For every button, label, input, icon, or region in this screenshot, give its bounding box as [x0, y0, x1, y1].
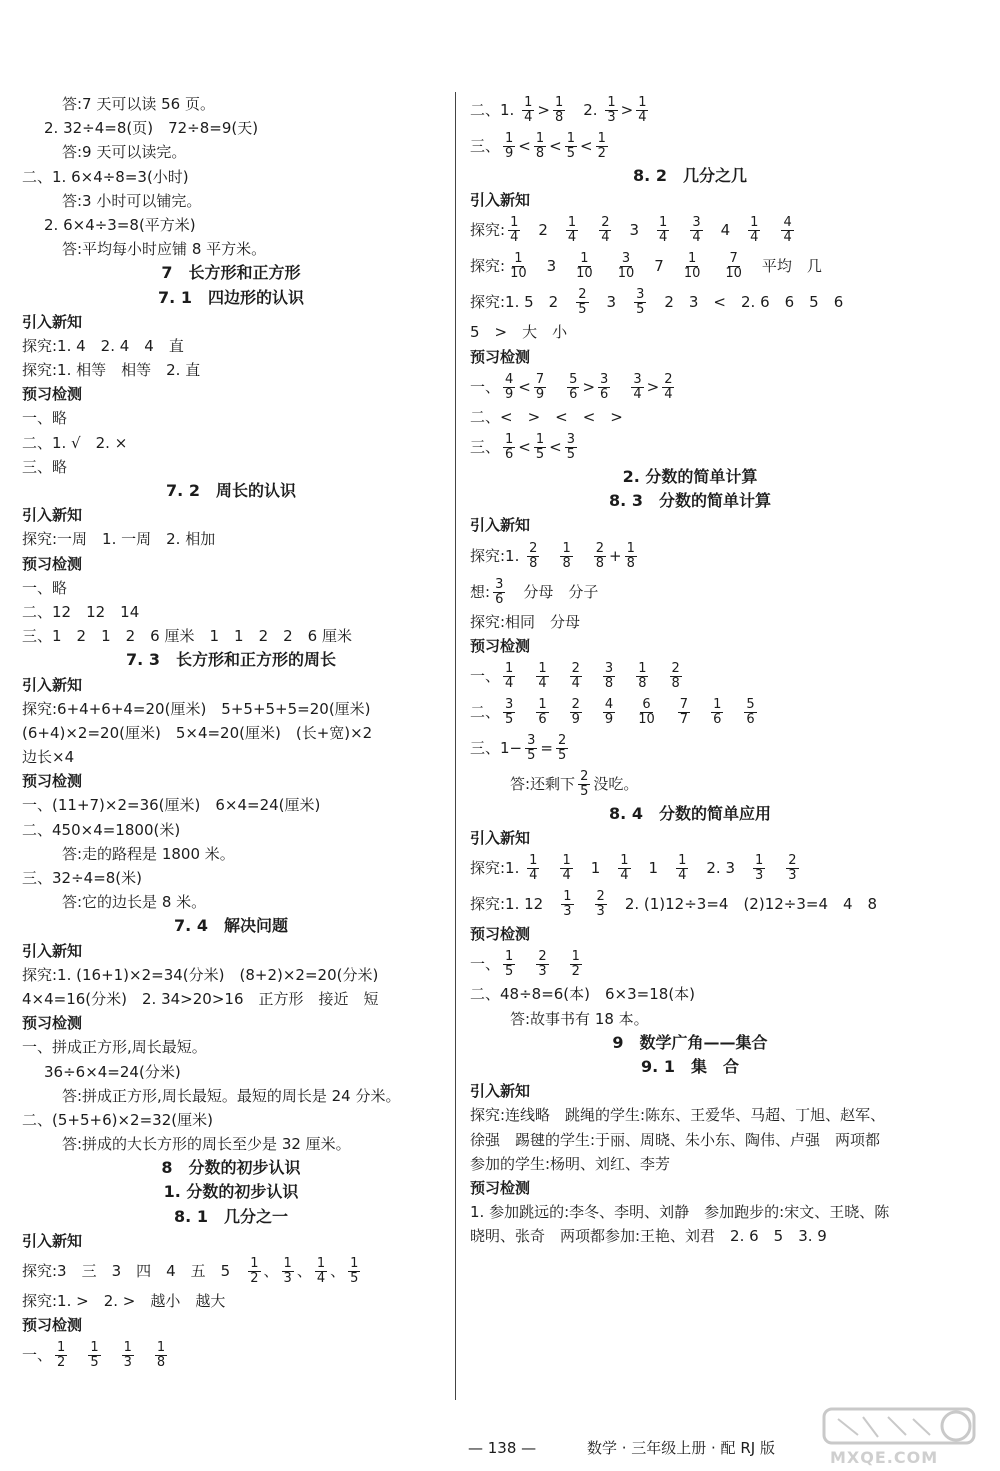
fraction: $\frac{1}{5}$ — [350, 1256, 359, 1286]
fraction: $\frac{1}{10}$ — [576, 251, 593, 282]
subsection-label: 引入新知 — [470, 1082, 531, 1101]
section-title: 7. 1 四边形的认识 — [158, 287, 304, 307]
subsection-label: 预习检测 — [22, 385, 83, 404]
fraction: $\frac{3}{8}$ — [604, 660, 614, 691]
answer-line: 答:拼成的大长方形的周长至少是 32 厘米。 — [62, 1135, 351, 1154]
fraction: $\frac{2}{8}$ — [671, 660, 680, 691]
answer-line: 晓明、张奇 两项都参加:王艳、刘君 2. 6 5 3. 9 — [470, 1227, 827, 1246]
answer-line: 一、略 — [22, 409, 68, 428]
fraction: $\frac{3}{5}$ — [636, 287, 645, 318]
section-title: 8 分数的初步认识 — [161, 1158, 301, 1178]
answer-line: 想: $\frac{3}{6}$ 分母 分子 — [470, 576, 599, 607]
answer-line: 探究:1. 12 $\frac{1}{3}$ $\frac{2}{3}$ 2. (1)12÷3=4 (2)12÷3=4 4 8 — [470, 889, 878, 920]
fraction: $\frac{1}{4}$ — [567, 215, 577, 246]
fraction: $\frac{3}{6}$ — [600, 371, 609, 402]
subsection-label: 引入新知 — [470, 829, 531, 848]
answer-line: 边长×4 — [22, 748, 75, 767]
fraction: $\frac{1}{8}$ — [156, 1340, 166, 1371]
fraction: $\frac{2}{3}$ — [538, 949, 547, 980]
fraction: $\frac{1}{4}$ — [510, 215, 519, 246]
fraction: $\frac{1}{4}$ — [505, 660, 514, 691]
fraction: $\frac{3}{10}$ — [617, 251, 635, 282]
subsection-label: 引入新知 — [22, 941, 83, 960]
fraction: $\frac{1}{4}$ — [659, 215, 668, 246]
answer-line: 探究:1. > 2. > 越小 越大 — [22, 1292, 226, 1310]
fraction: $\frac{5}{6}$ — [746, 696, 755, 727]
fraction: $\frac{2}{3}$ — [596, 889, 605, 920]
answer-line: 探究:3 三 3 四 4 五 5 $\frac{1}{2}$ 、 $\frac{1}{3}$ 、 $\frac{1}{4}$ 、 $\frac{1}{5}$ — [22, 1256, 359, 1286]
answer-line: 三、略 — [22, 457, 68, 476]
answer-line: 探究:1. (16+1)×2=34(分米) (8+2)×2=20(分米) — [22, 965, 379, 984]
answer-line: 36÷6×4=24(分米) — [44, 1062, 181, 1081]
answer-line: 答:3 小时可以铺完。 — [62, 191, 202, 210]
answer-line: 参加的学生:杨明、刘红、李芳 — [470, 1154, 671, 1173]
fraction: $\frac{1}{5}$ — [90, 1340, 99, 1371]
fraction: $\frac{1}{4}$ — [316, 1256, 326, 1286]
answer-line: 答:它的边长是 8 米。 — [62, 893, 207, 912]
answer-line: 答:9 天可以读完。 — [62, 143, 187, 162]
right-column — [470, 92, 910, 1249]
fraction: $\frac{1}{5}$ — [535, 431, 545, 462]
answer-line: 二、450×4=1800(米) — [22, 820, 181, 839]
fraction: $\frac{1}{3}$ — [563, 889, 572, 920]
fraction: $\frac{2}{9}$ — [571, 696, 580, 727]
fraction: $\frac{1}{4}$ — [538, 660, 547, 691]
fraction: $\frac{1}{3}$ — [123, 1340, 132, 1371]
fraction: $\frac{3}{6}$ — [495, 576, 504, 607]
fraction: $\frac{1}{8}$ — [535, 131, 545, 161]
section-title: 8. 4 分数的简单应用 — [609, 803, 771, 823]
answer-line: 二、1. 6×4÷8=3(小时) — [22, 167, 189, 186]
answer-line: 答:走的路程是 1800 米。 — [62, 844, 235, 863]
fraction: $\frac{1}{2}$ — [57, 1340, 66, 1371]
fraction: $\frac{4}{9}$ — [505, 371, 514, 402]
subsection-label: 引入新知 — [470, 516, 531, 535]
subsection-label: 引入新知 — [22, 1231, 83, 1250]
fraction: $\frac{2}{4}$ — [664, 371, 673, 402]
answer-line: 答:7 天可以读 56 页。 — [62, 95, 215, 113]
fraction: $\frac{1}{6}$ — [713, 696, 722, 727]
answer-line: 一、 $\frac{1}{4}$ $\frac{1}{4}$ $\frac{2}{4}$ $\frac{3}{8}$ $\frac{1}{8}$ $\frac{2}{8}$ — [470, 660, 680, 691]
fraction: $\frac{3}{5}$ — [566, 431, 576, 462]
answer-line: 二、48÷8=6(本) 6×3=18(本) — [470, 985, 696, 1004]
fraction: $\frac{1}{2}$ — [571, 949, 580, 980]
fraction: $\frac{1}{8}$ — [626, 540, 635, 571]
answer-line: 三、 $\frac{1}{9}$ < $\frac{1}{8}$ < $\frac{1}{5}$ < $\frac{1}{2}$ — [470, 131, 606, 161]
subsection-label: 引入新知 — [22, 506, 83, 525]
fraction: $\frac{3}{5}$ — [505, 696, 514, 727]
answer-line: 2. 32÷4=8(页) 72÷8=9(天) — [44, 119, 259, 138]
answer-line: 一、 $\frac{1}{5}$ $\frac{2}{3}$ $\frac{1}{2}$ — [470, 949, 580, 980]
answer-line: 探究: $\frac{1}{4}$ 2 $\frac{1}{4}$ $\frac{2}{4}$ 3 $\frac{1}{4}$ $\frac{3}{4}$ 4 $\frac{1}{4}$ $\frac{4}{4}$ — [470, 215, 792, 246]
section-title: 9. 1 集 合 — [641, 1057, 739, 1076]
fraction: $\frac{1}{4}$ — [529, 853, 538, 884]
fraction: $\frac{1}{8}$ — [554, 95, 564, 125]
answer-line: 探究:1. 相等 相等 2. 直 — [22, 361, 201, 380]
fraction: $\frac{2}{5}$ — [557, 732, 567, 763]
section-title: 7. 2 周长的认识 — [166, 481, 296, 500]
section-title: 8. 3 分数的简单计算 — [609, 491, 771, 511]
fraction: $\frac{2}{5}$ — [578, 287, 587, 318]
subsection-label: 预习检测 — [22, 1316, 83, 1335]
answer-line: 三、32÷4=8(米) — [22, 869, 143, 887]
section-title: 8. 1 几分之一 — [174, 1206, 288, 1226]
section-title: 7. 4 解决问题 — [174, 916, 288, 936]
fraction: $\frac{1}{4}$ — [562, 853, 571, 884]
subsection-label: 预习检测 — [470, 347, 531, 366]
fraction: $\frac{2}{4}$ — [571, 660, 580, 691]
fraction: $\frac{2}{8}$ — [529, 540, 538, 571]
fraction: $\frac{1}{8}$ — [638, 660, 647, 691]
fraction: $\frac{1}{6}$ — [538, 696, 547, 727]
section-title: 7. 3 长方形和正方形的周长 — [126, 650, 336, 670]
section-title: 1. 分数的初步认识 — [163, 1182, 299, 1202]
fraction: $\frac{7}{7}$ — [679, 696, 689, 727]
answer-line: 一、 $\frac{1}{2}$ $\frac{1}{5}$ $\frac{1}{3}$ $\frac{1}{8}$ — [22, 1340, 166, 1371]
answer-line: 三、 $\frac{1}{6}$ < $\frac{1}{5}$ < $\frac{3}{5}$ — [470, 431, 576, 462]
fraction: $\frac{1}{4}$ — [750, 215, 759, 246]
answer-line: 一、略 — [22, 578, 68, 597]
fraction: $\frac{2}{3}$ — [788, 853, 797, 884]
fraction: $\frac{2}{8}$ — [595, 540, 605, 571]
page-number: — 138 — — [468, 1439, 537, 1457]
fraction: $\frac{1}{4}$ — [524, 95, 533, 125]
answer-line: 探究:一周 1. 一周 2. 相加 — [22, 530, 216, 549]
fraction: $\frac{1}{3}$ — [607, 95, 616, 125]
fraction: $\frac{3}{5}$ — [527, 732, 536, 763]
answer-line: 5 > 大 小 — [470, 323, 568, 342]
page-footer — [468, 1437, 775, 1458]
fraction: $\frac{2}{5}$ — [580, 768, 589, 799]
fraction: $\frac{7}{9}$ — [535, 371, 545, 402]
fraction: $\frac{4}{4}$ — [783, 215, 792, 246]
fraction: $\frac{1}{6}$ — [505, 431, 514, 462]
section-title: 7 长方形和正方形 — [161, 263, 301, 283]
answer-line: 探究:1. 5 2 $\frac{2}{5}$ 3 $\frac{3}{5}$ 2 3 < 2. 6 6 5 6 — [470, 287, 844, 318]
answer-line: 一、(11+7)×2=36(厘米) 6×4=24(厘米) — [22, 796, 321, 815]
answer-line: 探究: $\frac{1}{10}$ 3 $\frac{1}{10}$ $\frac{3}{10}$ 7 $\frac{1}{10}$ $\frac{7}{10}$ 平均 几 — [470, 251, 822, 282]
fraction: $\frac{1}{4}$ — [678, 853, 687, 884]
fraction: $\frac{1}{10}$ — [683, 251, 701, 282]
answer-line: 三、1− $\frac{3}{5}$ = $\frac{2}{5}$ — [470, 732, 567, 763]
answer-line: 探究:1. 4 2. 4 4 直 — [22, 336, 184, 355]
answer-line: 1. 参加跳远的:李冬、李明、刘静 参加跑步的:宋文、王晓、陈 — [470, 1203, 890, 1222]
fraction: $\frac{1}{4}$ — [620, 853, 629, 884]
subsection-label: 引入新知 — [22, 675, 83, 694]
column-divider — [455, 92, 456, 1400]
answer-line: 三、1 2 1 2 6 厘米 1 1 2 2 6 厘米 — [22, 627, 352, 646]
answer-line: 二、1. $\frac{1}{4}$ > $\frac{1}{8}$ 2. $\frac{1}{3}$ > $\frac{1}{4}$ — [470, 95, 647, 125]
section-title: 8. 2 几分之几 — [633, 166, 747, 185]
answer-line: 探究:1. $\frac{1}{4}$ $\frac{1}{4}$ 1 $\frac{1}{4}$ 1 $\frac{1}{4}$ 2. 3 $\frac{1}{3}$ $\frac{2}{3}$ — [470, 853, 797, 884]
subsection-label: 预习检测 — [470, 925, 531, 944]
fraction: $\frac{1}{2}$ — [250, 1256, 259, 1286]
fraction: $\frac{4}{9}$ — [604, 696, 614, 727]
watermark-logo — [818, 1405, 988, 1467]
answer-line: 二、1. √ 2. × — [22, 433, 128, 452]
fraction: $\frac{1}{5}$ — [505, 949, 514, 980]
fraction: $\frac{1}{10}$ — [510, 251, 527, 282]
answer-line: 探究:1. $\frac{2}{8}$ $\frac{1}{8}$ $\frac{2}{8}$ + $\frac{1}{8}$ — [470, 540, 635, 571]
answer-line: 2. 6×4÷3=8(平方米) — [44, 215, 196, 234]
subsection-label: 预习检测 — [22, 554, 83, 573]
answer-line: 二、 $\frac{3}{5}$ $\frac{1}{6}$ $\frac{2}{9}$ $\frac{4}{9}$ $\frac{6}{10}$ $\frac{7}{7}$ $\frac{1}{6}$ $\frac{5}{6}$ — [470, 696, 755, 727]
subsection-label: 引入新知 — [22, 312, 83, 331]
answer-line: 答:还剩下 $\frac{2}{5}$ 没吃。 — [510, 768, 639, 799]
fraction: $\frac{1}{4}$ — [638, 95, 647, 125]
fraction: $\frac{2}{4}$ — [601, 215, 610, 246]
left-column — [22, 92, 440, 1373]
fraction: $\frac{3}{4}$ — [692, 215, 701, 246]
answer-line: 二、(5+5+6)×2=32(厘米) — [22, 1110, 213, 1129]
subsection-label: 预习检测 — [470, 636, 531, 655]
subsection-label: 预习检测 — [470, 1178, 531, 1197]
svg-text:MXQE.COM: MXQE.COM — [830, 1448, 939, 1467]
answer-line: 4×4=16(分米) 2. 34>20>16 正方形 接近 短 — [22, 989, 379, 1008]
fraction: $\frac{5}{6}$ — [569, 371, 578, 402]
answer-line: 探究:6+4+6+4=20(厘米) 5+5+5+5=20(厘米) — [22, 699, 371, 718]
answer-line: 答:平均每小时应铺 8 平方米。 — [62, 240, 267, 259]
answer-line: 徐强 踢毽的学生:于丽、周晓、朱小东、陶伟、卢强 两项都 — [470, 1130, 881, 1149]
subsection-label: 引入新知 — [470, 191, 531, 210]
book-title: 数学 · 三年级上册 · 配 RJ 版 — [586, 1439, 775, 1457]
fraction: $\frac{6}{10}$ — [638, 696, 655, 727]
fraction: $\frac{3}{4}$ — [633, 371, 642, 402]
fraction: $\frac{1}{8}$ — [562, 540, 571, 571]
section-title: 2. 分数的简单计算 — [622, 466, 758, 486]
fraction: $\frac{1}{5}$ — [566, 131, 576, 161]
answer-line: 一、 $\frac{4}{9}$ < $\frac{7}{9}$ $\frac{5}{6}$ > $\frac{3}{6}$ $\frac{3}{4}$ > $\frac{2}{4}$ — [470, 371, 673, 402]
answer-line: 答:拼成正方形,周长最短。最短的周长是 24 分米。 — [62, 1086, 401, 1105]
fraction: $\frac{1}{3}$ — [283, 1256, 292, 1286]
answer-line: (6+4)×2=20(厘米) 5×4=20(厘米) (长+宽)×2 — [22, 723, 373, 742]
fraction: $\frac{1}{9}$ — [505, 131, 514, 161]
subsection-label: 预习检测 — [22, 772, 83, 791]
answer-line: 二、< > < < > — [470, 407, 623, 426]
fraction: $\frac{1}{3}$ — [755, 853, 764, 884]
answer-line: 探究:相同 分母 — [470, 612, 581, 631]
section-title: 9 数学广角——集合 — [612, 1032, 768, 1052]
answer-line: 答:故事书有 18 本。 — [510, 1009, 649, 1028]
fraction: $\frac{7}{10}$ — [725, 251, 742, 282]
fraction: $\frac{1}{2}$ — [597, 131, 606, 161]
answer-line: 一、拼成正方形,周长最短。 — [22, 1038, 207, 1057]
answer-line: 探究:连线略 跳绳的学生:陈东、王爱华、马超、丁旭、赵军、 — [470, 1106, 886, 1125]
answer-line: 二、12 12 14 — [22, 602, 140, 621]
subsection-label: 预习检测 — [22, 1014, 83, 1033]
